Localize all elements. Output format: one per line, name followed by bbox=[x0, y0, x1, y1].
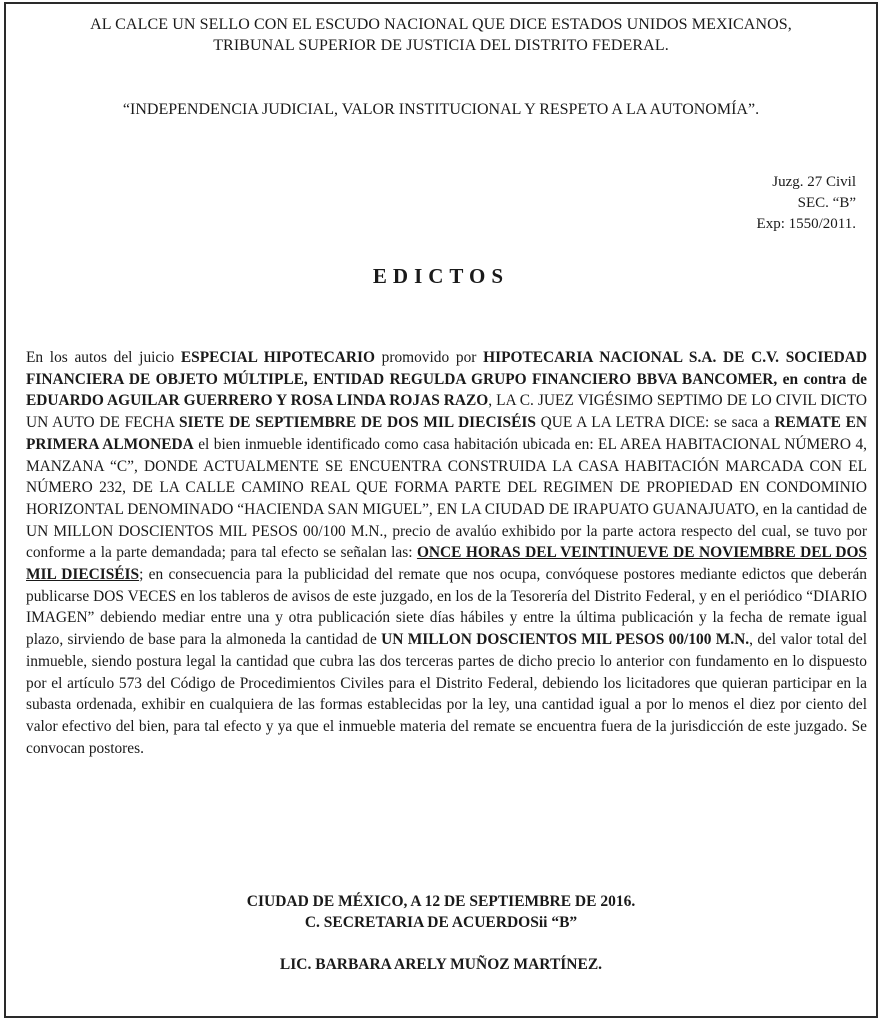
body-run: HIPOTECARIA NACIONAL S.A. DE C.V. SOCIEDAD FINANCIERA DE OBJETO MÚLTIPLE, ENTIDAD REGULDA GRUPO FINANCIERO BBVA BANCOMER, en contra de EDUARDO AGUILAR GUERRERO Y ROSA LINDA ROJAS RAZO bbox=[26, 349, 867, 410]
file-number: Exp: 1550/2011. bbox=[756, 216, 856, 232]
place-date-line: CIUDAD DE MÉXICO, A 12 DE SEPTIEMBRE DE 2016. bbox=[246, 893, 636, 910]
body-run: En los autos del juicio bbox=[26, 349, 181, 366]
body-run: REMATE EN PRIMERA ALMONEDA bbox=[26, 414, 867, 453]
edict-frame bbox=[4, 2, 878, 1018]
seal-header-line-1: AL CALCE UN SELLO CON EL ESCUDO NACIONAL QUE DICE ESTADOS UNIDOS MEXICANOS, bbox=[90, 16, 792, 33]
secretary-line: C. SECRETARIA DE ACUERDOSii “B” bbox=[304, 914, 578, 931]
body-run: el bien inmueble identificado como casa habitación ubicada en: EL AREA HABITACIONAL NÚMERO 4, MANZANA “C”, DONDE ACTUALMENTE SE ENCUENTRA CONSTRUIDA LA CASA HABITACIÓN MARCADA CON EL NÚMERO 232, DE LA CALLE CAMINO REAL QUE FORMA PARTE DEL REGIMEN DE PROPIEDAD EN CONDOMINIO HORIZONTAL DENOMINADO “HACIENDA SAN MIGUEL”, EN LA CIUDAD DE IRAPUATO GUANAJUATO, en la cantidad de UN MILLON DOSCIENTOS MIL PESOS 00/100 M.N., precio de avalúo exhibido por la parte actora respecto del cual, se tuvo por conforme a la parte demandada; para tal efecto se señalan las: bbox=[26, 435, 867, 562]
edict-body-paragraph bbox=[26, 347, 867, 759]
seal-header-line-2: TRIBUNAL SUPERIOR DE JUSTICIA DEL DISTRITO FEDERAL. bbox=[213, 37, 669, 54]
body-run: , LA C. JUEZ VIGÉSIMO SEPTIMO DE LO CIVIL DICTO UN AUTO DE FECHA bbox=[26, 392, 867, 432]
body-run: ONCE HORAS DEL VEINTINUEVE DE NOVIEMBRE DEL DOS MIL DIECISÉIS bbox=[26, 544, 867, 584]
body-run: UN MILLON DOSCIENTOS MIL PESOS 00/100 M.N. bbox=[381, 631, 750, 649]
body-run: ESPECIAL HIPOTECARIO bbox=[180, 349, 375, 366]
case-reference bbox=[757, 172, 856, 235]
body-run: SIETE DE SEPTIEMBRE DE DOS MIL DIECISÉIS bbox=[178, 414, 536, 432]
body-run: QUE A LA LETRA DICE: se saca a bbox=[535, 414, 775, 432]
document-title: EDICTOS bbox=[372, 264, 510, 288]
section-label: SEC. “B” bbox=[797, 195, 856, 211]
court-motto: “INDEPENDENCIA JUDICIAL, VALOR INSTITUCIONAL Y RESPETO A LA AUTONOMÍA”. bbox=[122, 101, 760, 118]
seal-header bbox=[6, 14, 876, 56]
body-run: , del valor total del inmueble, siendo postura legal la cantidad que cubra las dos terceras partes de dicho precio lo anterior con fundamento en lo dispuesto por el artículo 573 del Código de Procedimientos Civiles para el Distrito Federal, debiendo los licitadores que quieran participar en la subasta ordenada, exhibir en cualquiera de las formas establecidas por la ley, una cantidad igual a por lo menos el diez por ciento del valor efectivo del bien, para tal efecto y ya que el inmueble materia del remate se encuentra fuera de la jurisdicción de este juzgado. Se convocan postores. bbox=[26, 631, 867, 757]
signer-name: LIC. BARBARA ARELY MUÑOZ MARTÍNEZ. bbox=[279, 956, 603, 973]
closing-block bbox=[6, 891, 876, 933]
body-run: ; en consecuencia para la publicidad del remate que nos ocupa, convóquese postores mediante edictos que deberán publicarse DOS VECES en los tableros de avisos de este juzgado, en los de la Tesorería del Distrito Federal, y en el periódico “DIARIO IMAGEN” debiendo mediar entre una y otra publicación siete días hábiles y entre la última publicación y la fecha de remate igual plazo, sirviendo de base para la almoneda la cantidad de bbox=[26, 566, 867, 649]
body-run: promovido por bbox=[374, 349, 484, 366]
court-number: Juzg. 27 Civil bbox=[772, 174, 856, 190]
